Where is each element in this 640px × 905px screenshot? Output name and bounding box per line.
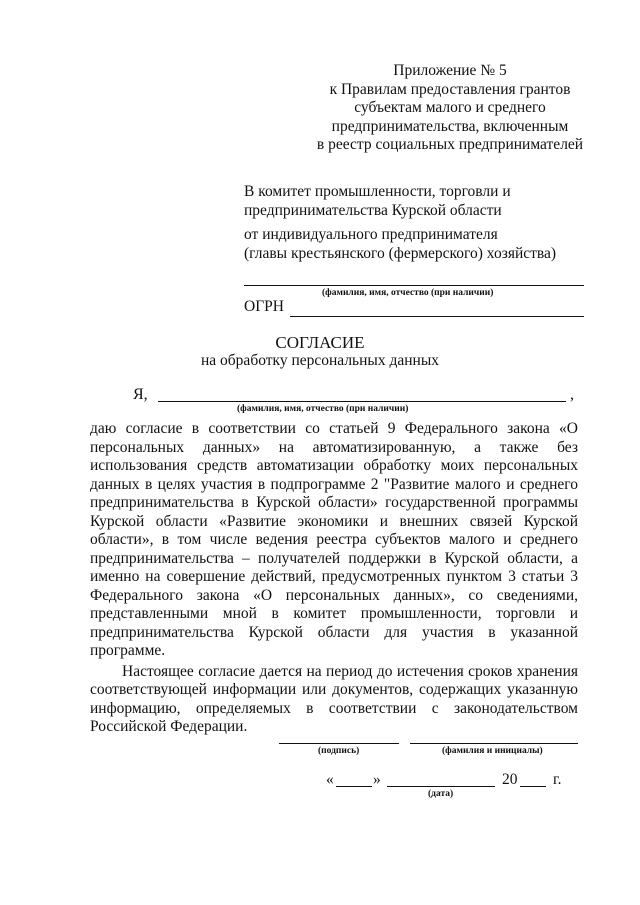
initials-field[interactable]: [410, 743, 578, 744]
signature-caption: (подпись): [318, 746, 360, 756]
ya-label: Я,: [133, 386, 148, 403]
appendix-line: предпринимательства, включенным: [331, 117, 569, 135]
year-suffix: г.: [553, 771, 562, 788]
quote-close: »: [373, 771, 381, 788]
signature-field[interactable]: [279, 743, 399, 744]
ogrn-label: ОГРН: [244, 298, 284, 315]
initials-caption: (фамилия и инициалы): [442, 746, 543, 756]
addressee-line: предпринимательства Курской области: [244, 201, 502, 219]
appendix-line: субъектам малого и среднего: [354, 99, 546, 116]
applicant-name-caption: (фамилия, имя, отчество (при наличии): [322, 288, 494, 298]
appendix-line: к Правилам предоставления грантов: [329, 80, 571, 98]
consent-title: СОГЛАСИЕ: [275, 333, 365, 352]
consent-paragraph-1: даю согласие в соответствии со статьей 9 Федерального закона «О персональных данных» на автоматизированную, а также без использования средств автоматизации обработку моих персональных данных в целях участия в подпрограмме 2 "Развитие малого и среднего предпринимательства в Курской области» государственной программы Курской области «Развитие экономики и внешних связей Курской области», в том числе ведения реестра субъектов малого и среднего предпринимательства – получателей поддержки в Курской области, а именно на совершение действий, предусмотренных пунктом 3 статьи 3 Федерального закона «О персональных данных», со сведениями, представленными мной в комитет промышленности, торговли и предпринимательства Курской области для участия в указанной программе.: [90, 420, 578, 659]
consent-body: [90, 420, 578, 737]
month-field[interactable]: [387, 786, 495, 787]
addressee-line: от индивидуального предпринимателя: [244, 226, 498, 243]
addressee-line: (главы крестьянского (фермерского) хозяйства): [244, 244, 557, 262]
comma: ,: [570, 386, 574, 403]
quote-open: «: [326, 771, 334, 788]
year-field[interactable]: [520, 786, 546, 787]
appendix-line: Приложение № 5: [393, 62, 507, 79]
date-caption: (дата): [428, 789, 454, 799]
consent-name-caption: (фамилия, имя, отчество (при наличии): [237, 404, 409, 414]
consent-paragraph-2: Настоящее согласие дается на период до истечения сроков хранения соответствующей информации или документов, содержащих указанную информацию, определяемых в соответствии с законодательством Российской Федерации.: [90, 662, 578, 735]
year-prefix: 20: [502, 771, 518, 788]
addressee-block: [244, 183, 556, 263]
addressee-line: В комитет промышленности, торговли и: [244, 183, 511, 200]
ogrn-field[interactable]: [290, 316, 584, 317]
applicant-name-field[interactable]: [244, 285, 584, 286]
day-field[interactable]: [336, 786, 372, 787]
appendix-header: [300, 62, 600, 155]
consent-subtitle: на обработку персональных данных: [201, 352, 439, 369]
appendix-line: в реестр социальных предпринимателей: [316, 136, 584, 153]
consent-name-field[interactable]: [158, 401, 566, 402]
